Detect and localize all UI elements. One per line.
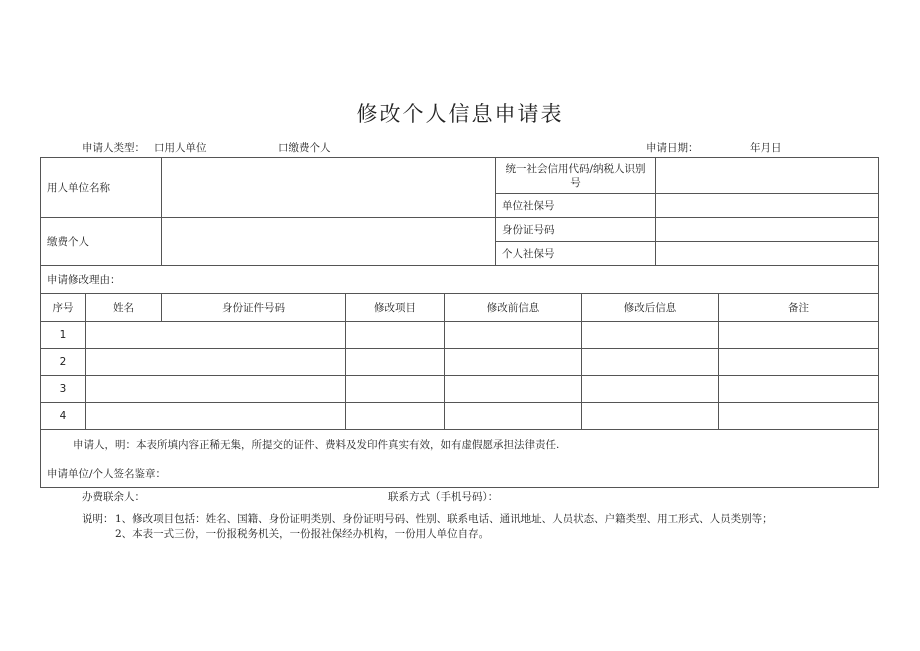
name-id-cell[interactable] <box>86 322 346 349</box>
form-title: 修改个人信息申请表 <box>356 102 564 126</box>
employer-social-no-label: 单位社保号 <box>496 194 656 218</box>
col-header-name: 姓名 <box>86 294 162 322</box>
remark-cell[interactable] <box>719 403 879 430</box>
col-header-seq: 序号 <box>41 294 86 322</box>
individual-field[interactable] <box>162 218 496 266</box>
after-cell[interactable] <box>582 349 719 376</box>
option-employer[interactable]: 口用人单位 <box>154 142 207 154</box>
note-prefix: 说明： <box>82 513 114 525</box>
name-id-cell[interactable] <box>86 376 346 403</box>
applicant-type-label: 申请人类型： <box>82 142 145 154</box>
note-1: 1、修改项目包括：姓名、国籍、身份证明类别、身份证明号码、性别、联系电话、通讯地址、人员状态、户籍类型、用工形式、人员类别等； <box>115 513 773 525</box>
remark-cell[interactable] <box>719 376 879 403</box>
remark-cell[interactable] <box>719 349 879 376</box>
before-cell[interactable] <box>445 349 582 376</box>
remark-cell[interactable] <box>719 322 879 349</box>
row-number: 2 <box>41 349 86 376</box>
individual-label: 缴费个人 <box>41 218 162 266</box>
before-cell[interactable] <box>445 403 582 430</box>
table-row <box>41 322 879 349</box>
id-number-label: 身份证号码 <box>496 218 656 242</box>
application-form-table <box>40 157 879 488</box>
employer-social-no-field[interactable] <box>656 194 879 218</box>
after-cell[interactable] <box>582 376 719 403</box>
credit-code-label: 统一社会信用代码/纳税人识别号 <box>496 158 656 194</box>
col-header-id: 身份证件号码 <box>162 294 346 322</box>
note-2: 2、本表一式三份，一份报税务机关，一份报社保经办机构，一份用人单位自存。 <box>115 528 490 540</box>
apply-date-field[interactable]: 年月日 <box>750 142 782 154</box>
table-row <box>41 403 879 430</box>
row-number: 1 <box>41 322 86 349</box>
personal-social-no-label: 个人社保号 <box>496 242 656 266</box>
contact-method-label: 联系方式（手机号码）： <box>388 491 499 503</box>
row-number: 3 <box>41 376 86 403</box>
name-id-cell[interactable] <box>86 349 346 376</box>
reason-label: 申请修改理由： <box>41 266 879 294</box>
declaration-text: 申请人，明：本表所填内容正稀无集，所提交的证件、费料及发印件真实有效，如有虚假愿承担法律责任. <box>41 430 879 460</box>
col-header-remark: 备注 <box>719 294 879 322</box>
col-header-item: 修改项目 <box>346 294 445 322</box>
signature-label: 申请单位/个人签名鉴章： <box>41 460 879 488</box>
col-header-after: 修改后信息 <box>582 294 719 322</box>
after-cell[interactable] <box>582 403 719 430</box>
apply-date-label: 申请日期： <box>646 142 699 154</box>
table-row <box>41 349 879 376</box>
col-header-before: 修改前信息 <box>445 294 582 322</box>
table-row <box>41 376 879 403</box>
row-number: 4 <box>41 403 86 430</box>
option-individual[interactable]: 口缴费个人 <box>278 142 331 154</box>
before-cell[interactable] <box>445 322 582 349</box>
id-number-field[interactable] <box>656 218 879 242</box>
employer-name-label: 用人单位名称 <box>41 158 162 218</box>
name-id-cell[interactable] <box>86 403 346 430</box>
before-cell[interactable] <box>445 376 582 403</box>
employer-name-field[interactable] <box>162 158 496 218</box>
item-cell[interactable] <box>346 376 445 403</box>
item-cell[interactable] <box>346 322 445 349</box>
personal-social-no-field[interactable] <box>656 242 879 266</box>
item-cell[interactable] <box>346 403 445 430</box>
credit-code-field[interactable] <box>656 158 879 194</box>
contact-person-label: 办费联余人： <box>82 491 145 503</box>
after-cell[interactable] <box>582 322 719 349</box>
item-cell[interactable] <box>346 349 445 376</box>
